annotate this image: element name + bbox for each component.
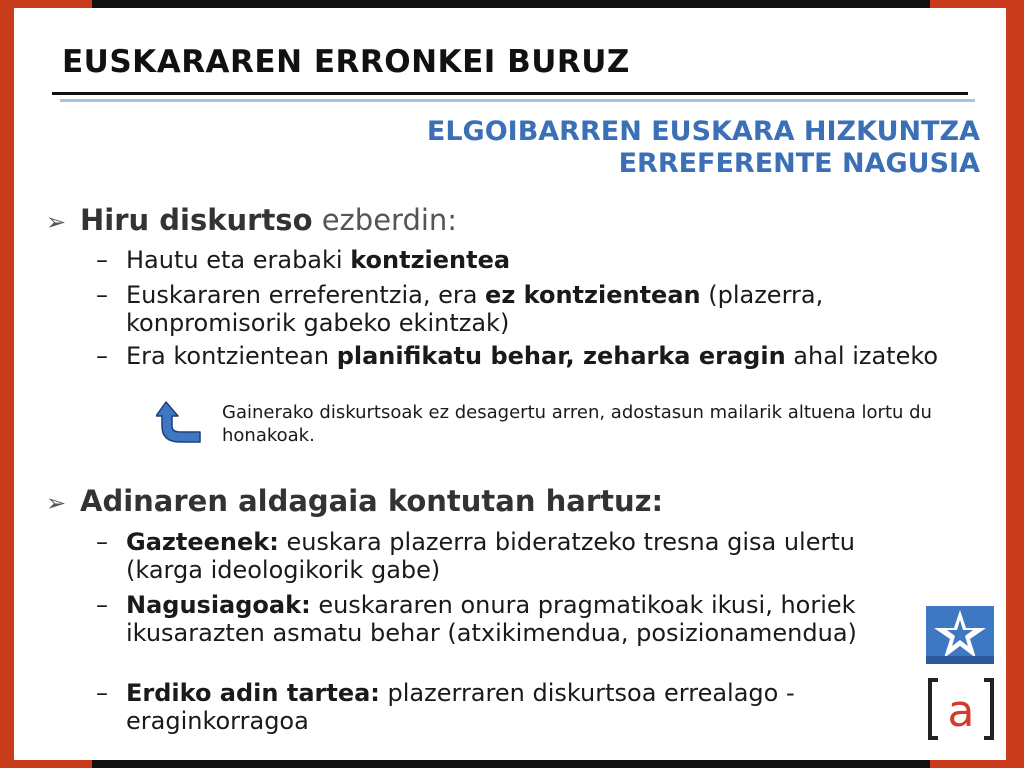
slide-title: EUSKARAREN ERRONKEI BURUZ xyxy=(62,44,630,80)
bracket-a-logo-icon xyxy=(928,678,994,740)
logo-a-letter: a xyxy=(947,686,975,737)
item-bold: planifikatu behar, zeharka eragin xyxy=(336,342,786,370)
curved-arrow-up-icon xyxy=(156,400,204,444)
a-logo xyxy=(928,678,994,740)
frame-left xyxy=(0,0,14,768)
title-rule-black xyxy=(52,92,968,95)
dash-marker: – xyxy=(96,246,108,274)
slide-subtitle xyxy=(427,116,980,180)
section1-heading-bold: Hiru diskurtso xyxy=(80,203,313,237)
bullet-arrow-icon: ➢ xyxy=(46,489,67,517)
item-text: Era kontzientean xyxy=(126,342,337,370)
dash-marker: – xyxy=(96,591,108,619)
item-bold: Nagusiagoak: xyxy=(126,591,311,619)
item-bold: Gazteenek: xyxy=(126,528,279,556)
frame-right xyxy=(1006,0,1024,768)
section1-item-1 xyxy=(96,246,976,274)
item-text-post: euskararen onura pragmatikoak ikusi, horiek ikusarazten asmatu behar (atxikimendua, posizionamendua) xyxy=(126,591,857,647)
dash-marker: – xyxy=(96,342,108,370)
subtitle-line-1: ELGOIBARREN EUSKARA HIZKUNTZA xyxy=(426,116,980,147)
item-text-post: ahal izateko xyxy=(785,342,939,370)
section1-item-2 xyxy=(96,281,976,337)
star-logo-icon xyxy=(926,606,994,664)
frame-top-red-right xyxy=(930,0,1006,8)
frame-top-red-left xyxy=(14,0,92,8)
frame-top xyxy=(92,0,930,8)
dash-marker: – xyxy=(96,281,108,309)
frame-bottom xyxy=(92,760,930,768)
section1-item-3 xyxy=(96,342,976,370)
section1-heading-rest: ezberdin: xyxy=(312,203,458,237)
section2-heading-bold: Adinaren aldagaia kontutan hartuz: xyxy=(80,484,664,518)
section2-item-3 xyxy=(96,679,976,735)
section1-heading xyxy=(46,203,457,239)
section2-heading xyxy=(46,484,663,520)
item-text-post: (plazerra, konpromisorik gabeko ekintzak) xyxy=(126,281,824,337)
note-text: Gainerako diskurtsoak ez desagertu arren, adostasun mailarik altuena lortu du honakoak. xyxy=(222,402,932,446)
subtitle-line-2: ERREFERENTE NAGUSIA xyxy=(618,148,980,179)
item-text-post: euskara plazerra bideratzeko tresna gisa ulertu (karga ideologikorik gabe) xyxy=(126,528,855,584)
bullet-arrow-icon: ➢ xyxy=(46,208,67,236)
item-bold: Erdiko adin tartea: xyxy=(126,679,380,707)
frame-bottom-red-left xyxy=(14,760,92,768)
item-bold: kontzientea xyxy=(350,246,511,274)
item-text: Hautu eta erabaki xyxy=(126,246,351,274)
title-rule-blue xyxy=(60,99,975,102)
item-text-post: plazerraren diskurtsoa errealago - eraginkorragoa xyxy=(126,679,795,735)
section2-item-1 xyxy=(96,528,976,584)
dash-marker: – xyxy=(96,679,108,707)
frame-bottom-red-right xyxy=(930,760,1006,768)
item-text: Euskararen erreferentzia, era xyxy=(126,281,486,309)
dash-marker: – xyxy=(96,528,108,556)
section2-item-2 xyxy=(96,591,976,647)
item-bold: ez kontzientean xyxy=(485,281,701,309)
